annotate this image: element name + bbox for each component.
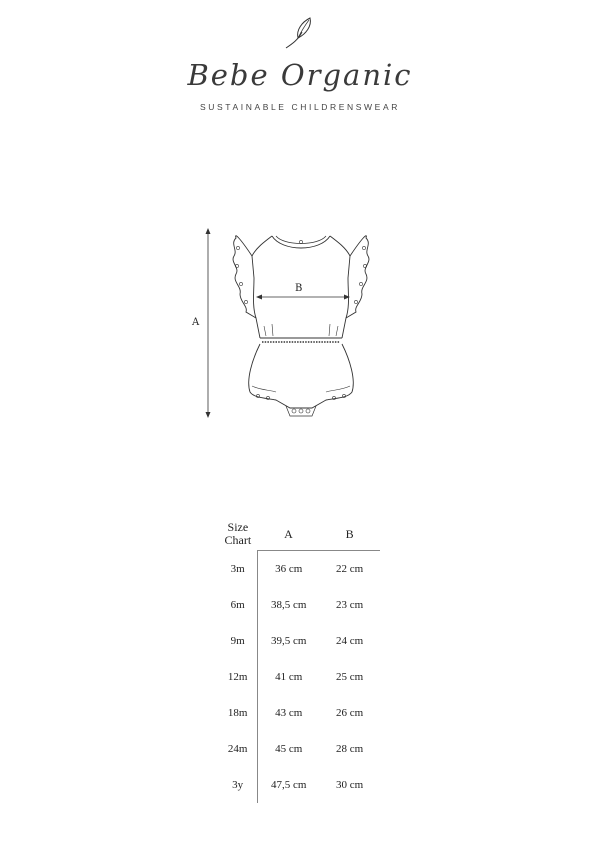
measurement-a-cell: 39,5 cm <box>258 623 319 659</box>
romper-diagram <box>180 220 400 420</box>
measurement-b-cell: 25 cm <box>335 671 364 683</box>
dimension-b-label: B <box>295 283 303 294</box>
brand-name: Bebe Organic <box>187 58 413 92</box>
size-cell: 9m <box>230 635 245 647</box>
measurement-b-cell: 22 cm <box>335 563 364 575</box>
size-chart-table <box>218 518 380 803</box>
measurement-b-cell: 26 cm <box>335 707 364 719</box>
measurement-b-cell: 30 cm <box>335 779 364 791</box>
measurement-a-cell: 43 cm <box>258 695 319 731</box>
measurement-a-cell: 45 cm <box>258 731 319 767</box>
dimension-a-label: A <box>192 317 200 328</box>
measurement-a-cell: 47,5 cm <box>258 767 319 803</box>
table-row <box>218 623 380 659</box>
size-cell: 3m <box>230 562 245 575</box>
leaf-icon <box>280 14 320 52</box>
table-row <box>218 551 380 588</box>
size-chart-header: Size Chart <box>224 520 252 548</box>
measurement-a-cell: 36 cm <box>258 551 319 588</box>
table-row <box>218 695 380 731</box>
table-row <box>218 767 380 803</box>
size-cell: 12m <box>227 671 248 683</box>
size-cell: 24m <box>227 743 248 755</box>
size-cell: 6m <box>230 599 245 611</box>
size-cell: 3y <box>232 779 244 791</box>
brand-tagline: SUSTAINABLE CHILDRENSWEAR <box>200 102 400 112</box>
measurement-a-cell: 41 cm <box>258 659 319 695</box>
table-row <box>218 587 380 623</box>
measurement-b-cell: 28 cm <box>335 743 364 755</box>
measurement-a-cell: 38,5 cm <box>258 587 319 623</box>
measurement-b-cell: 23 cm <box>335 599 364 611</box>
column-b-header: B <box>319 518 380 551</box>
table-row <box>218 731 380 767</box>
table-row <box>218 659 380 695</box>
column-a-header: A <box>258 518 319 551</box>
measurement-b-cell: 24 cm <box>335 635 364 647</box>
size-cell: 18m <box>227 707 248 719</box>
